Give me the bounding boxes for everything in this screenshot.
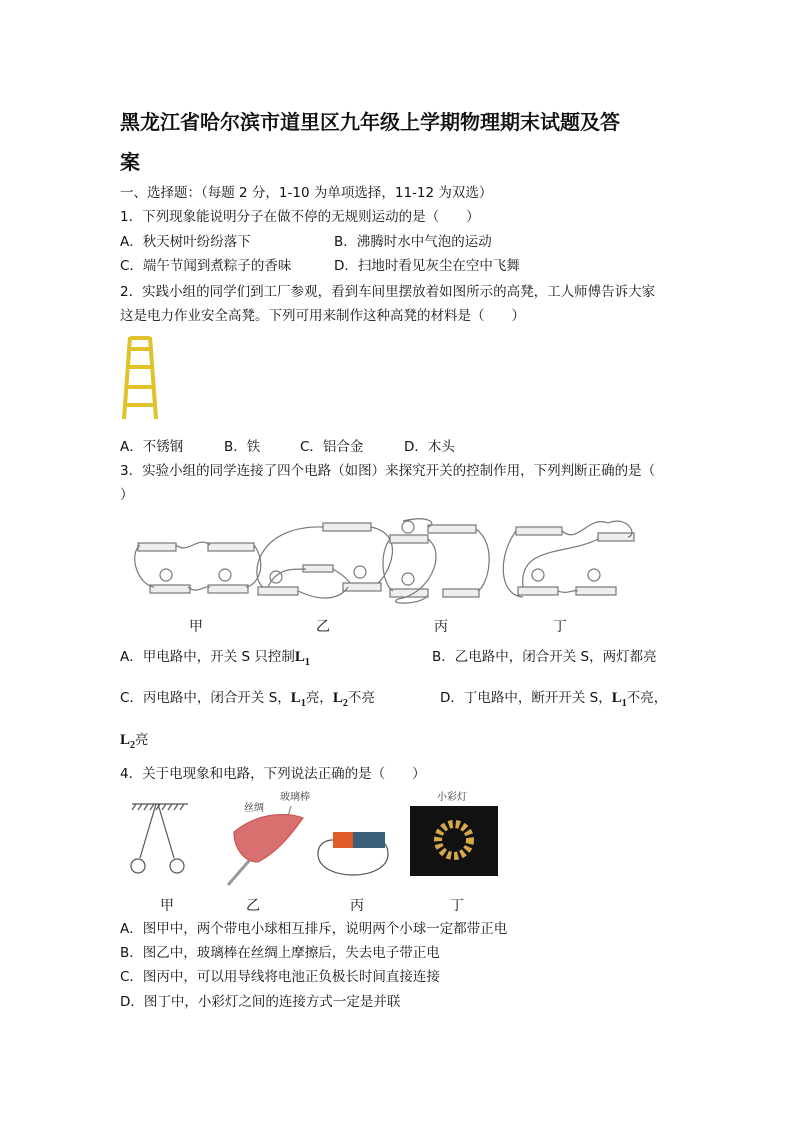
q1-option-c: C．端午节闻到煮粽子的香味 — [120, 258, 292, 274]
q3-stem-cont: ） — [120, 487, 134, 503]
q3-option-d: D．丁电路中，断开开关 S，$L_1$不亮， — [440, 690, 668, 709]
q2-option-a: A．不锈钢 — [120, 439, 184, 455]
q4-option-c: C．图丙中，可以用导线将电池正负极长时间直接连接 — [120, 969, 440, 985]
q4-figures — [128, 792, 508, 892]
silk-label: 丝绸 — [244, 803, 264, 814]
q2-option-b: B．铁 — [224, 439, 261, 455]
q3-option-a: A．甲电路中，开关 S 只控制$L_1$ — [120, 649, 310, 668]
q4-option-a: A．图甲中，两个带电小球相互排斥，说明两个小球一定都带正电 — [120, 921, 508, 937]
glass-rod-label: 玻璃棒 — [280, 792, 310, 803]
small-lights-label: 小彩灯 — [437, 792, 467, 803]
q4-option-d: D．图丁中，小彩灯之间的连接方式一定是并联 — [120, 994, 401, 1010]
section-heading: 一、选择题：（每题 2 分，1-10 为单项选择，11-12 为双选） — [120, 185, 493, 201]
q2-option-c: C．铝合金 — [300, 439, 364, 455]
q3-option-c: C．丙电路中，闭合开关 S，$L_1$亮，$L_2$不亮 — [120, 690, 375, 709]
q4-label-ding: 丁 — [450, 898, 464, 914]
circuit-label-yi: 乙 — [316, 619, 330, 635]
document-title-cont: 案 — [120, 150, 140, 174]
q2-stem: 2．实践小组的同学们到工厂参观，看到车间里摆放着如图所示的高凳，工人师傅告诉大家 — [120, 284, 656, 300]
circuit-diagrams-figure — [128, 515, 688, 605]
q4-stem: 4．关于电现象和电路，下列说法正确的是（ ） — [120, 766, 426, 782]
q1-option-d: D．扫地时看见灰尘在空中飞舞 — [334, 258, 520, 274]
q1-stem: 1．下列现象能说明分子在做不停的无规则运动的是（ ） — [120, 209, 480, 225]
circuit-label-jia: 甲 — [189, 619, 203, 635]
q2-stem-cont: 这是电力作业安全高凳。下列可用来制作这种高凳的材料是（ ） — [120, 308, 525, 324]
q2-option-d: D．木头 — [404, 439, 455, 455]
circuit-label-bing: 丙 — [434, 619, 448, 635]
q4-option-b: B．图乙中，玻璃棒在丝绸上摩擦后，失去电子带正电 — [120, 945, 440, 961]
q1-option-b: B．沸腾时水中气泡的运动 — [334, 234, 492, 250]
q4-label-yi: 乙 — [246, 898, 260, 914]
ladder-stool-figure — [120, 335, 160, 421]
document-title: 黑龙江省哈尔滨市道里区九年级上学期物理期末试题及答 — [120, 110, 620, 134]
circuit-label-ding: 丁 — [553, 619, 567, 635]
q3-option-d-cont: $L_2$亮 — [120, 732, 149, 751]
q3-stem: 3．实验小组的同学连接了四个电路（如图）来探究开关的控制作用，下列判断正确的是（ — [120, 463, 656, 479]
q4-label-bing: 丙 — [350, 898, 364, 914]
q1-option-a: A．秋天树叶纷纷落下 — [120, 234, 251, 250]
q4-label-jia: 甲 — [160, 898, 174, 914]
q3-option-b: B．乙电路中，闭合开关 S，两灯都亮 — [432, 649, 657, 665]
